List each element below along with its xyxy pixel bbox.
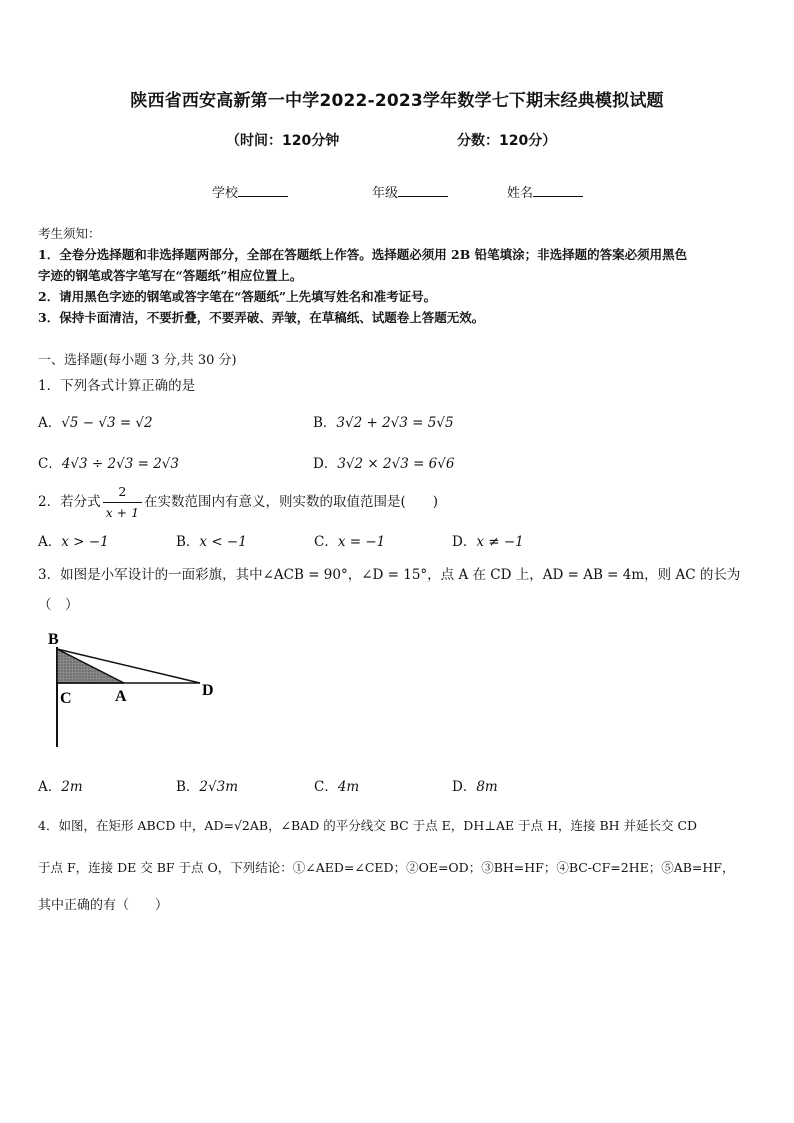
option-text: √5 − √3 = √2 xyxy=(61,415,153,431)
school-label: 学校 xyxy=(212,186,239,201)
q3-option-c xyxy=(314,775,359,795)
q2-fraction xyxy=(103,482,142,523)
point-a-label: A xyxy=(115,688,127,705)
q2-stem-pre: 2．若分式 xyxy=(38,494,101,510)
option-label: B． xyxy=(313,415,337,431)
question-2-stem xyxy=(38,482,438,523)
q2-stem-post: 在实数范围内有意义，则实数的取值范围是( ) xyxy=(144,494,439,510)
option-label: D． xyxy=(313,456,338,472)
flag-figure xyxy=(40,625,230,750)
question-4-line: 4．如图，在矩形 ABCD 中，AD=√2AB，∠BAD 的平分线交 BC 于点 E，DH⊥AE 于点 H，连接 BH 并延长交 CD xyxy=(38,818,698,833)
fraction-numerator: 2 xyxy=(103,482,142,503)
name-blank xyxy=(533,184,583,197)
q3-option-a xyxy=(38,775,83,795)
q2-option-c xyxy=(314,530,385,550)
option-label: A． xyxy=(38,415,62,431)
fraction-denominator: x + 1 xyxy=(105,505,140,520)
option-text: 2m xyxy=(61,779,83,795)
option-label: A． xyxy=(38,534,62,550)
exam-score: 分数：120分） xyxy=(457,133,557,149)
point-c-label: C xyxy=(60,690,72,707)
q1-option-d xyxy=(313,452,454,472)
option-text: 2√3m xyxy=(199,779,239,795)
option-label: B． xyxy=(176,534,200,550)
question-3-stem: 3．如图是小军设计的一面彩旗，其中∠ACB = 90°，∠D = 15°，点 A 在 CD 上，AD = AB = 4m，则 AC 的长为 xyxy=(38,567,741,583)
option-label: C． xyxy=(314,779,338,795)
option-text: 4m xyxy=(337,779,360,795)
grade-blank xyxy=(398,184,448,197)
school-blank xyxy=(238,184,288,197)
option-label: C． xyxy=(314,534,338,550)
option-label: B． xyxy=(176,779,200,795)
option-text: 3√2 + 2√3 = 5√5 xyxy=(336,415,454,431)
q2-option-b xyxy=(176,530,247,550)
option-text: x = −1 xyxy=(337,534,386,550)
point-d-label: D xyxy=(202,682,214,699)
grade-field xyxy=(372,182,448,201)
option-label: A． xyxy=(38,779,62,795)
shaded-triangle xyxy=(57,649,124,683)
point-b-label: B xyxy=(48,631,59,648)
q1-option-b xyxy=(313,411,454,431)
notice-heading: 考生须知： xyxy=(38,226,101,241)
option-text: 8m xyxy=(476,779,498,795)
q2-option-a xyxy=(38,530,109,550)
q2-option-d xyxy=(452,530,524,550)
question-4-line: 其中正确的有（ ） xyxy=(38,898,169,913)
option-text: x > −1 xyxy=(61,534,109,550)
question-4-line: 于点 F，连接 DE 交 BF 于点 O，下列结论：①∠AED=∠CED；②OE=OD；③BH=HF；④BC-CF=2HE；⑤AB=HF， xyxy=(38,860,735,875)
name-field xyxy=(507,182,583,201)
q1-option-c xyxy=(38,452,179,472)
option-label: D． xyxy=(452,534,477,550)
notice-item: 1．全卷分选择题和非选择题两部分，全部在答题纸上作答。选择题必须用 2B 铅笔填涂；非选择题的答案必须用黑色 xyxy=(38,247,688,262)
exam-time: （时间：120分钟 xyxy=(226,133,340,149)
option-label: D． xyxy=(452,779,477,795)
option-text: 4√3 ÷ 2√3 = 2√3 xyxy=(61,456,179,472)
section-heading: 一、选择题(每小题 3 分,共 30 分) xyxy=(38,353,237,368)
notice-item: 3．保持卡面清洁，不要折叠，不要弄破、弄皱，在草稿纸、试题卷上答题无效。 xyxy=(38,310,485,325)
option-text: x ≠ −1 xyxy=(476,534,524,550)
q3-option-d xyxy=(452,775,498,795)
option-text: x < −1 xyxy=(199,534,247,550)
school-field xyxy=(212,182,288,201)
exam-title: 陕西省西安高新第一中学2022-2023学年数学七下期末经典模拟试题 xyxy=(130,91,664,111)
question-1-stem: 1．下列各式计算正确的是 xyxy=(38,378,196,394)
option-text: 3√2 × 2√3 = 6√6 xyxy=(337,456,455,472)
notice-item: 字迹的钢笔或答字笔写在“答题纸”相应位置上。 xyxy=(38,268,303,283)
option-label: C． xyxy=(38,456,62,472)
name-label: 姓名 xyxy=(507,186,534,201)
q3-option-b xyxy=(176,775,238,795)
q1-option-a xyxy=(38,411,153,431)
grade-label: 年级 xyxy=(372,186,399,201)
notice-item: 2．请用黑色字迹的钢笔或答字笔在“答题纸”上先填写姓名和准考证号。 xyxy=(38,289,437,304)
question-3-paren: （ ） xyxy=(38,597,79,613)
